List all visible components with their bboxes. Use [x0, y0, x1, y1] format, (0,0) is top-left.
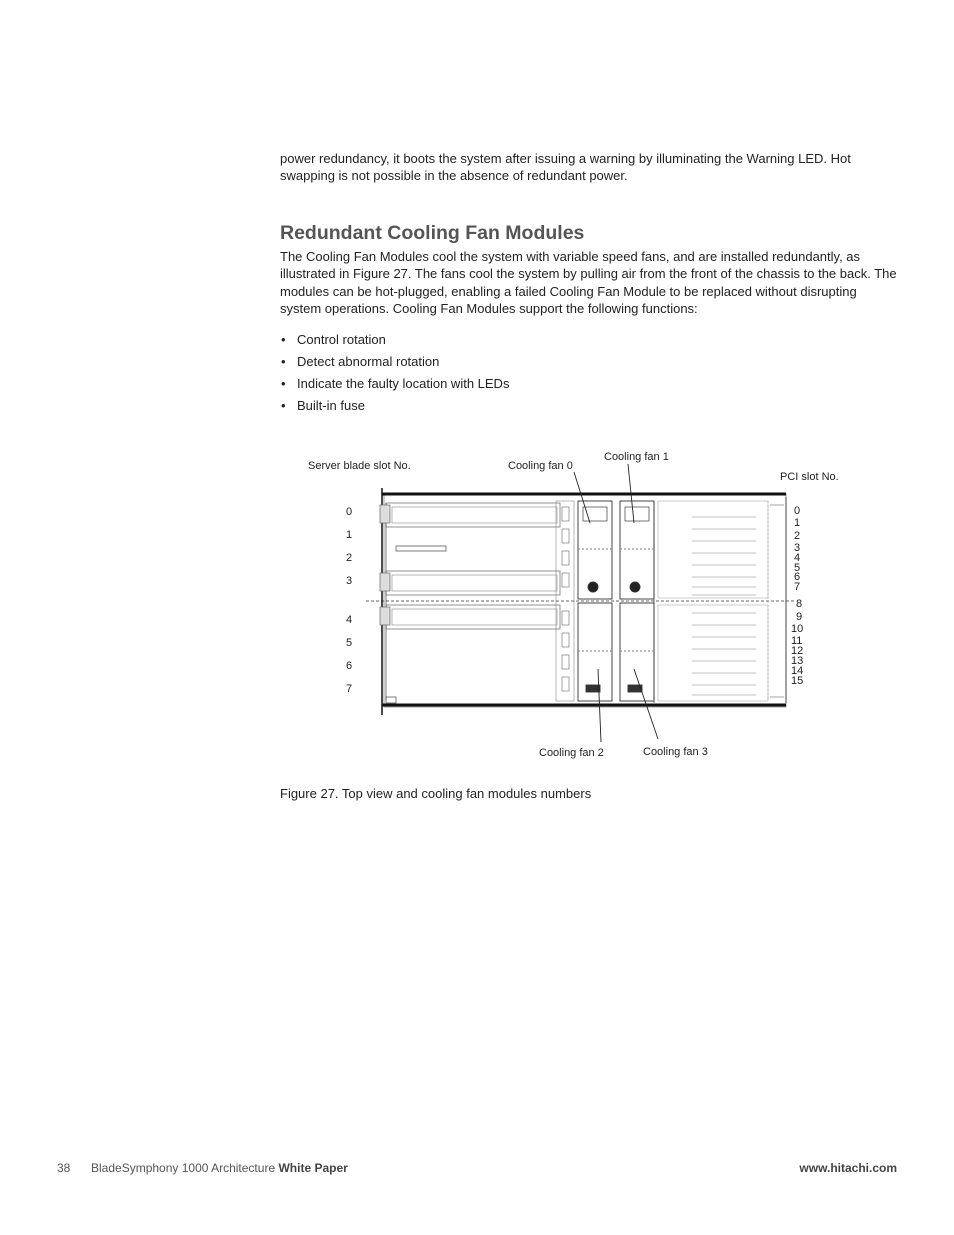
chassis-diagram — [300, 445, 860, 770]
list-item-text: Control rotation — [297, 332, 386, 347]
pci-slot-number: 13 — [791, 655, 804, 667]
pci-slot-number: 1 — [794, 517, 801, 529]
pci-slot-number: 9 — [796, 611, 803, 623]
pci-slot-number: 8 — [796, 598, 803, 610]
pci-slot-number: 11 — [791, 635, 803, 647]
list-item — [280, 331, 509, 353]
page-number: 38 — [57, 1161, 71, 1175]
list-item-text: Detect abnormal rotation — [297, 354, 440, 369]
pci-slot-number: 15 — [791, 675, 804, 687]
fan2-label: Cooling fan 2 — [539, 747, 604, 759]
list-item — [280, 397, 509, 419]
fan3-label: Cooling fan 3 — [643, 746, 708, 758]
pci-cage-upper — [658, 501, 768, 598]
fan1-label: Cooling fan 1 — [604, 451, 669, 463]
footer-url: www.hitachi.com — [799, 1161, 897, 1175]
blade-handle — [380, 607, 390, 625]
server-slot-number: 4 — [345, 614, 353, 626]
pci-slot-label: PCI slot No. — [780, 471, 839, 483]
server-blades — [380, 503, 560, 703]
pci-slot-number: 4 — [794, 552, 801, 564]
document-title-bold: White Paper — [278, 1161, 348, 1175]
pci-slot-numbers — [791, 505, 803, 687]
pci-slot-number: 12 — [791, 645, 804, 657]
pci-slot-number: 6 — [794, 571, 801, 583]
list-item-text: Built-in fuse — [297, 398, 365, 413]
bullet-icon: • — [281, 354, 286, 369]
pci-slot-number: 10 — [791, 623, 804, 635]
pci-cage-lower — [658, 605, 768, 701]
connector — [562, 633, 569, 647]
bullet-icon: • — [281, 376, 286, 391]
server-blade-inner — [392, 575, 557, 591]
server-blade — [386, 571, 560, 595]
section-heading: Redundant Cooling Fan Modules — [280, 222, 585, 244]
pci-slot-number: 5 — [794, 562, 801, 574]
fan-2-led-icon — [586, 685, 600, 692]
server-slot-number: 1 — [345, 529, 353, 541]
server-slot-numbers — [346, 506, 352, 695]
fan-0-rotor-icon — [588, 582, 598, 592]
list-item — [280, 353, 509, 375]
server-blade — [386, 605, 560, 629]
server-blade-inner — [392, 507, 557, 523]
function-list — [280, 331, 509, 419]
server-slot-number: 6 — [345, 660, 353, 672]
section-body: The Cooling Fan Modules cool the system with variable speed fans, and are installed redundantly, as illustrated in Figure 27. The fans cool the system by pulling air from the front of the chassis to the back. The modules can be hot-plugged, enabling a failed Cooling Fan Module to be replaced without disrupting system operations. Cooling Fan Modules support the following functions: — [280, 249, 897, 317]
server-blade — [386, 503, 560, 527]
blade-handle — [380, 505, 390, 523]
connector — [562, 655, 569, 669]
connector — [562, 529, 569, 543]
blade-handle — [380, 573, 390, 591]
pci-slot-number: 3 — [794, 542, 801, 554]
pci-slot-number: 0 — [794, 505, 801, 517]
connector — [562, 573, 569, 587]
server-slot-number: 5 — [345, 637, 353, 649]
server-blade-part — [396, 546, 446, 551]
pci-slot-number: 7 — [794, 581, 801, 593]
intro-paragraph: power redundancy, it boots the system after issuing a warning by illuminating the Warning LED. Hot swapping is not possible in the absence of redundant power. — [280, 151, 851, 184]
blade-latch — [386, 697, 396, 703]
server-slot-number: 2 — [345, 552, 353, 564]
bullet-icon: • — [281, 398, 286, 413]
document-title-text: BladeSymphony 1000 Architecture — [91, 1161, 276, 1175]
server-slot-number: 7 — [345, 683, 353, 695]
fan-1-top — [625, 507, 649, 521]
connector — [562, 611, 569, 625]
pci-slot-number: 14 — [791, 665, 804, 677]
pci-slot-number: 2 — [794, 530, 801, 542]
page-footer — [57, 1161, 897, 1177]
server-blade-inner — [392, 609, 557, 625]
connector — [562, 677, 569, 691]
bullet-icon: • — [281, 332, 286, 347]
server-slot-label: Server blade slot No. — [308, 460, 411, 472]
connector — [562, 551, 569, 565]
list-item-text: Indicate the faulty location with LEDs — [297, 376, 510, 391]
list-item — [280, 375, 509, 397]
server-slot-number: 0 — [345, 506, 353, 518]
figure-caption: Figure 27. Top view and cooling fan modules numbers — [280, 786, 592, 801]
document-title — [91, 1161, 348, 1175]
fan-1-rotor-icon — [630, 582, 640, 592]
fan0-label: Cooling fan 0 — [508, 460, 573, 472]
connector — [562, 507, 569, 521]
fan-0-top — [583, 507, 607, 521]
figure-27 — [300, 445, 860, 770]
chassis-outline — [366, 488, 794, 715]
server-slot-number: 3 — [345, 575, 353, 587]
fan0-leader — [574, 472, 590, 523]
